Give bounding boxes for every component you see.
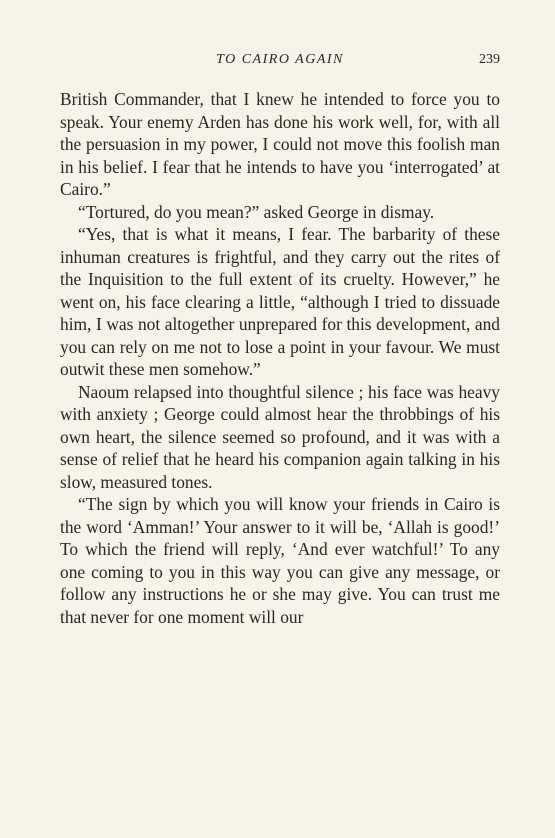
body-text [60, 88, 500, 628]
running-title: TO CAIRO AGAIN [216, 52, 344, 67]
paragraph-continuation: British Commander, that I knew he intended to force you to speak. Your enemy Arden has done his work well, for, with all the persuasion in my power, I could not move this foolish man in his belief. I fear that he intends to have you ‘interrogated’ at Cairo.” [60, 89, 500, 199]
page-number: 239 [479, 52, 500, 67]
paragraph: Naoum relapsed into thoughtful silence ; his face was heavy with anxiety ; George could almost hear the throbbings of his own heart, the silence seemed so profound, and it was with a sense of relief that he heard his companion again talking in his slow, measured tones. [60, 381, 500, 492]
paragraph: “Yes, that is what it means, I fear. The barbarity of these inhuman creatures is frightful, and they carry out the rites of the Inquisition to the full extent of its cruelty. However,” he went on, his face clearing a little, “although I tried to dissuade him, I was not altogether unprepared for this development, and you can rely on me not to lose a point in your favour. We must outwit these men somehow.” [60, 224, 500, 379]
paragraph: “The sign by which you will know your friends in Cairo is the word ‘Amman!’ Your answer to it will be, ‘Allah is good!’ To which the friend will reply, ‘And ever watchful!’ To any one coming to you in this way you can give any message, or follow any instructions he or she may give. You can trust me that never for one moment will our [60, 494, 500, 627]
running-head [60, 50, 500, 72]
paragraph: “Tortured, do you mean?” asked George in dismay. [78, 201, 435, 222]
